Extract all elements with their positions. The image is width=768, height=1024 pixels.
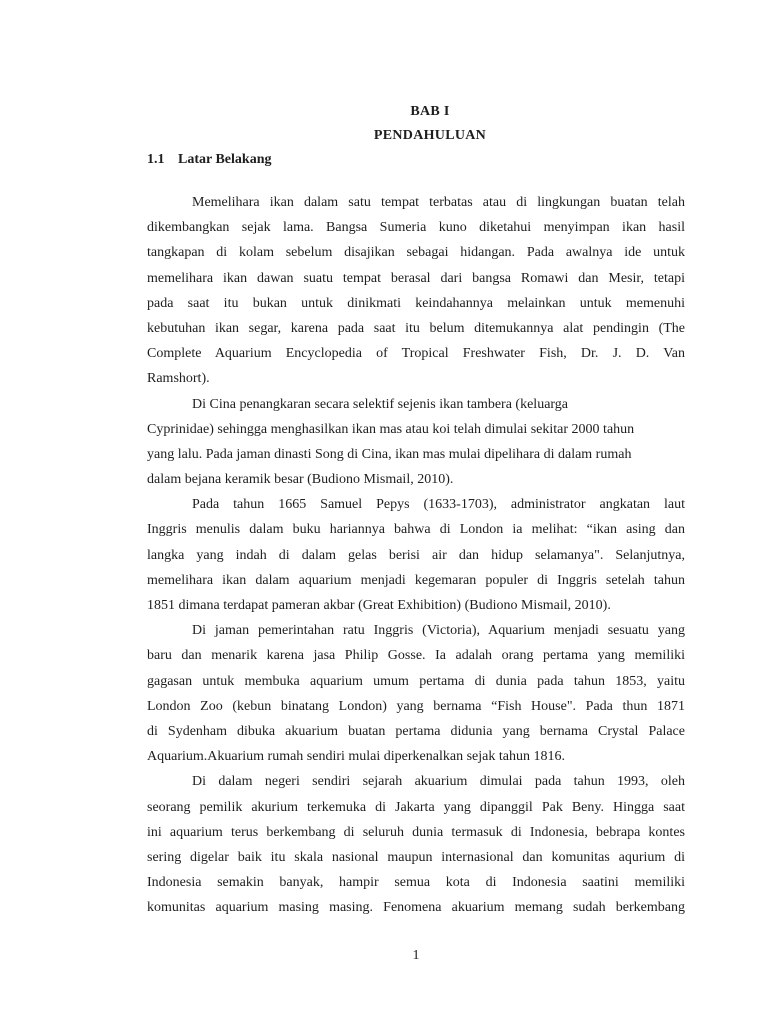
- text-line: komunitas aquarium masing masing. Fenomena akuarium memang sudah berkembang: [147, 900, 685, 916]
- text-line: dalam bejana keramik besar (Budiono Mismail, 2010).: [147, 472, 454, 488]
- text-line: yang lalu. Pada jaman dinasti Song di Cina, ikan mas mulai dipelihara di dalam rumah: [147, 446, 632, 462]
- text-line: Indonesia semakin banyak, hampir semua kota di Indonesia saatini memiliki: [147, 875, 685, 891]
- text-line: Ramshort).: [147, 371, 210, 387]
- section-heading: [147, 152, 271, 168]
- text-line: Di Cina penangkaran secara selektif sejenis ikan tambera (keluarga: [192, 396, 569, 412]
- text-line: Di jaman pemerintahan ratu Inggris (Victoria), Aquarium menjadi sesuatu yang: [192, 623, 685, 639]
- text-line: Di dalam negeri sendiri sejarah akuarium dimulai pada tahun 1993, oleh: [192, 774, 685, 790]
- section-number: 1.1: [147, 152, 165, 167]
- text-line: 1851 dimana terdapat pameran akbar (Great Exhibition) (Budiono Mismail, 2010).: [147, 598, 611, 613]
- section-title: Latar Belakang: [178, 152, 272, 167]
- chapter-number: BAB I: [410, 104, 450, 119]
- text-line: memelihara ikan dawan suatu tempat berasal dari bangsa Romawi dan Mesir, tetapi: [147, 270, 685, 286]
- text-line: ini aquarium terus berkembang di seluruh dunia termasuk di Indonesia, bebrapa kontes: [147, 824, 685, 840]
- text-line: Inggris menulis dalam buku hariannya bahwa di London ia melihat: “ikan asing dan: [147, 522, 685, 538]
- text-line: Aquarium.Akuarium rumah sendiri mulai diperkenalkan sejak tahun 1816.: [147, 749, 565, 765]
- text-line: kebutuhan ikan segar, karena pada saat itu belum ditemukannya alat pendingin (The: [147, 320, 685, 336]
- text-line: Pada tahun 1665 Samuel Pepys (1633-1703), administrator angkatan laut: [192, 497, 685, 513]
- text-line: langka yang indah di dalam gelas berisi air dan hidup selamanya". Selanjutnya,: [147, 547, 685, 563]
- text-line: sering digelar baik itu skala nasional maupun internasional dan komunitas aqurium di: [147, 849, 685, 865]
- text-line: Cyprinidae) sehingga menghasilkan ikan mas atau koi telah dimulai sekitar 2000 tahun: [147, 421, 635, 437]
- text-line: London Zoo (kebun binatang London) yang bernama “Fish House". Pada thun 1871: [147, 698, 685, 714]
- text-line: pada saat itu bukan untuk dinikmati keindahannya melainkan untuk memenuhi: [147, 295, 685, 311]
- page-number: 1: [412, 948, 420, 963]
- text-line: Memelihara ikan dalam satu tempat terbatas atau di lingkungan buatan telah: [192, 195, 685, 210]
- text-line: seorang pemilik akurium terkemuka di Jakarta yang dipanggil Pak Beny. Hingga saat: [147, 799, 685, 815]
- text-line: di Sydenham dibuka akuarium buatan pertama didunia yang bernama Crystal Palace: [147, 723, 685, 739]
- chapter-title: PENDAHULUAN: [373, 128, 487, 143]
- body-text: [147, 190, 685, 920]
- text-line: Complete Aquarium Encyclopedia of Tropical Freshwater Fish, Dr. J. D. Van: [147, 346, 685, 362]
- text-line: memelihara ikan dalam aquarium menjadi kegemaran populer di Inggris setelah tahun: [147, 572, 685, 588]
- text-line: gagasan untuk membuka aquarium umum pertama di dunia pada tahun 1853, yaitu: [147, 673, 685, 689]
- text-line: dikembangkan sejak lama. Bangsa Sumeria kuno diketahui menyimpan ikan hasil: [147, 220, 685, 236]
- text-line: tangkapan di kolam sebelum disajikan sebagai hidangan. Pada awalnya ide untuk: [147, 245, 685, 261]
- text-line: baru dan menarik karena jasa Philip Gosse. Ia adalah orang pertama yang memiliki: [147, 648, 685, 664]
